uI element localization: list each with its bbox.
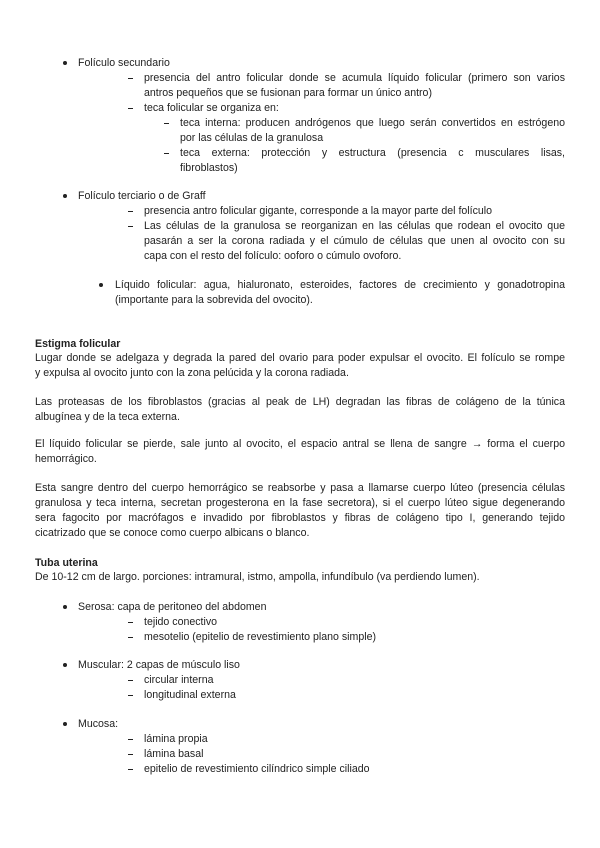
bullet-icon bbox=[63, 194, 67, 198]
dash-icon bbox=[128, 769, 133, 770]
mucosa-title: Mucosa: bbox=[78, 718, 119, 730]
secundario-item-1: presencia del antro folicular donde se acumula líquido folicular (primero son varios bbox=[144, 72, 565, 84]
muscular-title: Muscular: 2 capas de músculo liso bbox=[78, 659, 240, 671]
estigma-p2-line1: Las proteasas de los fibroblastos (gracias al peak de LH) degradan las fibras de colágeno de la túnica bbox=[35, 396, 565, 408]
mucosa-item-2: lámina basal bbox=[144, 748, 204, 760]
dash-icon bbox=[128, 754, 133, 755]
dash-icon bbox=[164, 123, 169, 124]
teca-interna: teca interna: producen andrógenos que luego serán convertidos en estrógeno bbox=[180, 117, 565, 129]
terciario-title: Folículo terciario o de Graff bbox=[78, 190, 206, 202]
estigma-p3-line1: El líquido folicular se pierde, sale junto al ovocito, el espacio antral se llena de sangre → forma el cuerpo bbox=[35, 438, 565, 450]
estigma-heading: Estigma folicular bbox=[35, 338, 121, 350]
estigma-p4-line3: sera fagocito por macrófagos e invadido por fibroblastos y fibras de colágeno tipo I, generando tejido bbox=[35, 512, 565, 524]
dash-icon bbox=[128, 211, 133, 212]
secundario-item-1-cont: antros pequeños que se fusionan para formar un único antro) bbox=[144, 87, 432, 99]
estigma-p3-line2: hemorrágico. bbox=[35, 453, 97, 465]
dash-icon bbox=[128, 622, 133, 623]
teca-externa: teca externa: protección y estructura (presencia c musculares lisas, bbox=[180, 147, 565, 159]
terciario-item-2: Las células de la granulosa se reorganizan en las células que rodean el ovocito que bbox=[144, 220, 565, 232]
secundario-item-2: teca folicular se organiza en: bbox=[144, 102, 279, 114]
terciario-item-2-cont2: capa con el resto del folículo: ooforo o cúmulo ovoforo. bbox=[144, 250, 402, 262]
terciario-item-2-cont: pasarán a ser la corona radiada y el cúmulo de células que unen al ovocito con su bbox=[144, 235, 565, 247]
estigma-p1-line2: y expulsa al ovocito junto con la zona pelúcida y la corona radiada. bbox=[35, 367, 349, 379]
tuba-intro: De 10-12 cm de largo. porciones: intramural, istmo, ampolla, infundíbulo (va perdiendo lumen). bbox=[35, 571, 480, 583]
teca-externa-cont: fibroblastos) bbox=[180, 162, 238, 174]
estigma-p4-line2: granulosa y teca interna, secretan progesterona en la fase secretora), si el cuerpo lúteo sigue degenerando bbox=[35, 497, 565, 509]
bullet-icon bbox=[63, 663, 67, 667]
estigma-p2-line2: albugínea y de la teca externa. bbox=[35, 411, 180, 423]
mucosa-item-1: lámina propia bbox=[144, 733, 208, 745]
bullet-icon bbox=[63, 722, 67, 726]
dash-icon bbox=[128, 78, 133, 79]
teca-interna-cont: por las células de la granulosa bbox=[180, 132, 324, 144]
estigma-p1-line1: Lugar donde se adelgaza y degrada la pared del ovario para poder expulsar el ovocito. El folículo se rompe bbox=[35, 352, 565, 364]
bullet-icon bbox=[63, 605, 67, 609]
dash-icon bbox=[128, 637, 133, 638]
muscular-item-2: longitudinal externa bbox=[144, 689, 236, 701]
dash-icon bbox=[128, 680, 133, 681]
dash-icon bbox=[128, 226, 133, 227]
secundario-title: Folículo secundario bbox=[78, 57, 170, 69]
dash-icon bbox=[128, 108, 133, 109]
dash-icon bbox=[164, 153, 169, 154]
serosa-item-2: mesotelio (epitelio de revestimiento plano simple) bbox=[144, 631, 376, 643]
dash-icon bbox=[128, 695, 133, 696]
dash-icon bbox=[128, 739, 133, 740]
bullet-icon bbox=[63, 61, 67, 65]
serosa-item-1: tejido conectivo bbox=[144, 616, 218, 628]
tuba-heading: Tuba uterina bbox=[35, 557, 98, 569]
muscular-item-1: circular interna bbox=[144, 674, 214, 686]
liquido-folicular: Líquido folicular: agua, hialuronato, esteroides, factores de crecimiento y gonadotropina bbox=[115, 279, 565, 291]
bullet-icon bbox=[99, 283, 103, 287]
serosa-title: Serosa: capa de peritoneo del abdomen bbox=[78, 601, 267, 613]
estigma-p4-line1: Esta sangre dentro del cuerpo hemorrágico se reabsorbe y pasa a llamarse cuerpo lúteo (presencia células bbox=[35, 482, 565, 494]
terciario-item-1: presencia antro folicular gigante, corresponde a la mayor parte del folículo bbox=[144, 205, 493, 217]
liquido-folicular-cont: (importante para la sobrevida del ovocito). bbox=[115, 294, 313, 306]
estigma-p4-line4: cicatrizado que se conoce como cuerpo albicans o blanco. bbox=[35, 527, 310, 539]
mucosa-item-3: epitelio de revestimiento cilíndrico simple ciliado bbox=[144, 763, 370, 775]
